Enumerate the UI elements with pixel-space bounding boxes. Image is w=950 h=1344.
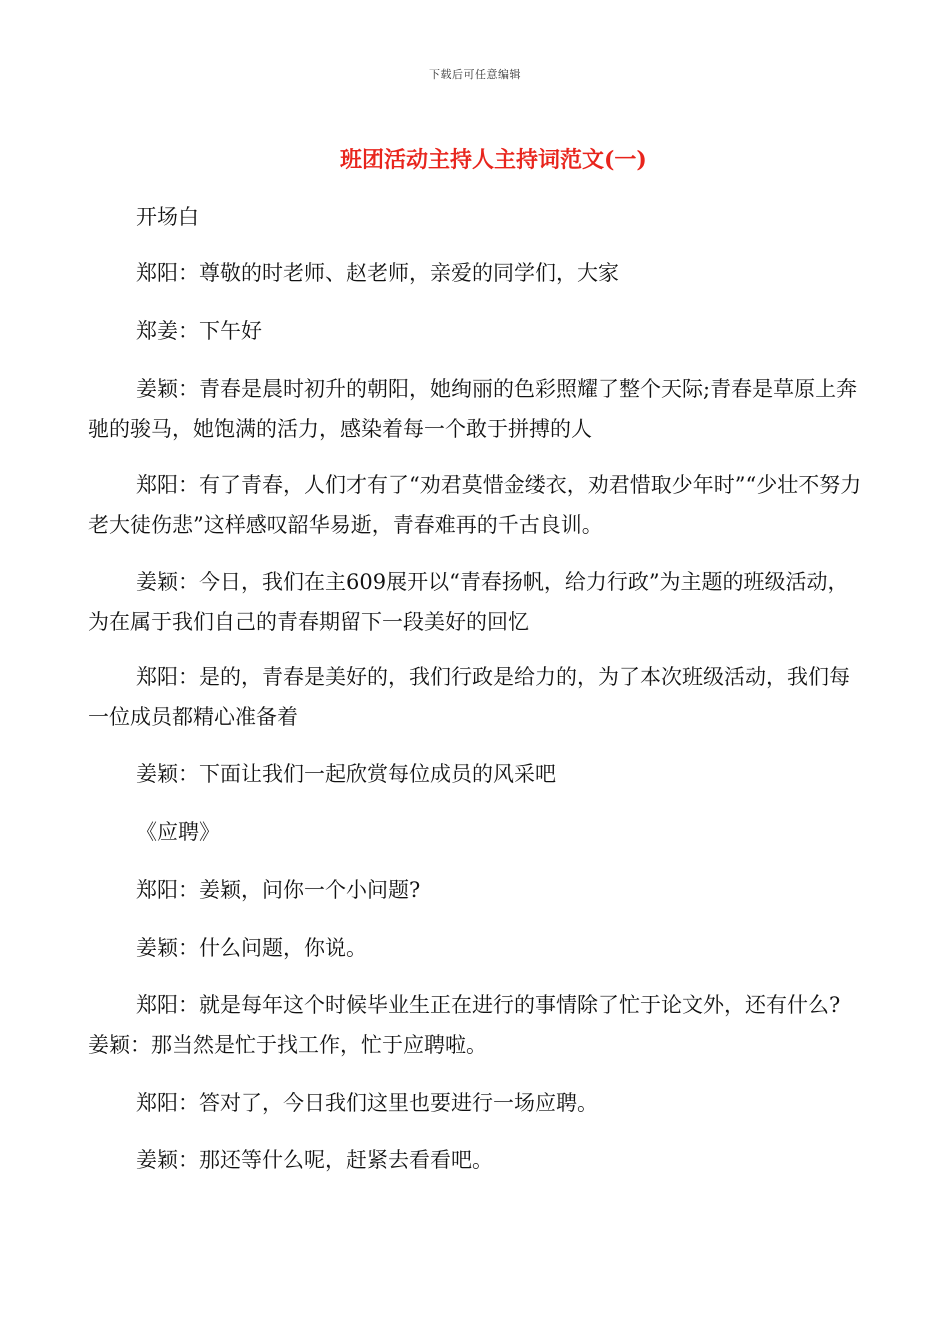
paragraph: 郑阳：有了青春，人们才有了“劝君莫惜金缕衣，劝君惜取少年时”“少壮不努力老大徒伤悲”这样感叹韶华易逝，青春难再的千古良训。	[88, 473, 862, 537]
document-title: 班团活动主持人主持词范文(一)	[340, 147, 647, 173]
paragraph: 开场白	[136, 205, 199, 229]
paragraph: 姜颖：今日，我们在主609展开以“青春扬帆，给力行政”为主题的班级活动，为在属于我们自己的青春期留下一段美好的回忆	[88, 570, 849, 634]
header-note: 下载后可任意编辑	[429, 68, 521, 81]
paragraph: 郑阳：是的，青春是美好的，我们行政是给力的，为了本次班级活动，我们每一位成员都精心准备着	[88, 665, 850, 729]
paragraph: 郑阳：姜颖，问你一个小问题?	[136, 878, 421, 902]
paragraph: 《应聘》	[136, 820, 220, 844]
paragraph: 姜颖：那还等什么呢，赶紧去看看吧。	[136, 1148, 493, 1172]
paragraph: 姜颖：下面让我们一起欣赏每位成员的风采吧	[136, 762, 556, 786]
paragraph: 姜颖：什么问题，你说。	[136, 936, 367, 960]
paragraph: 姜颖：青春是晨时初升的朝阳，她绚丽的色彩照耀了整个天际;青春是草原上奔驰的骏马，她饱满的活力，感染着每一个敢于拼搏的人	[88, 377, 858, 441]
paragraph: 郑阳：尊敬的时老师、赵老师，亲爱的同学们，大家	[136, 261, 619, 285]
paragraph: 郑阳：答对了，今日我们这里也要进行一场应聘。	[136, 1091, 598, 1115]
paragraph: 郑阳：就是每年这个时候毕业生正在进行的事情除了忙于论文外，还有什么? 姜颖：那当然是忙于找工作，忙于应聘啦。	[88, 993, 841, 1057]
paragraph: 郑姜：下午好	[136, 319, 262, 343]
